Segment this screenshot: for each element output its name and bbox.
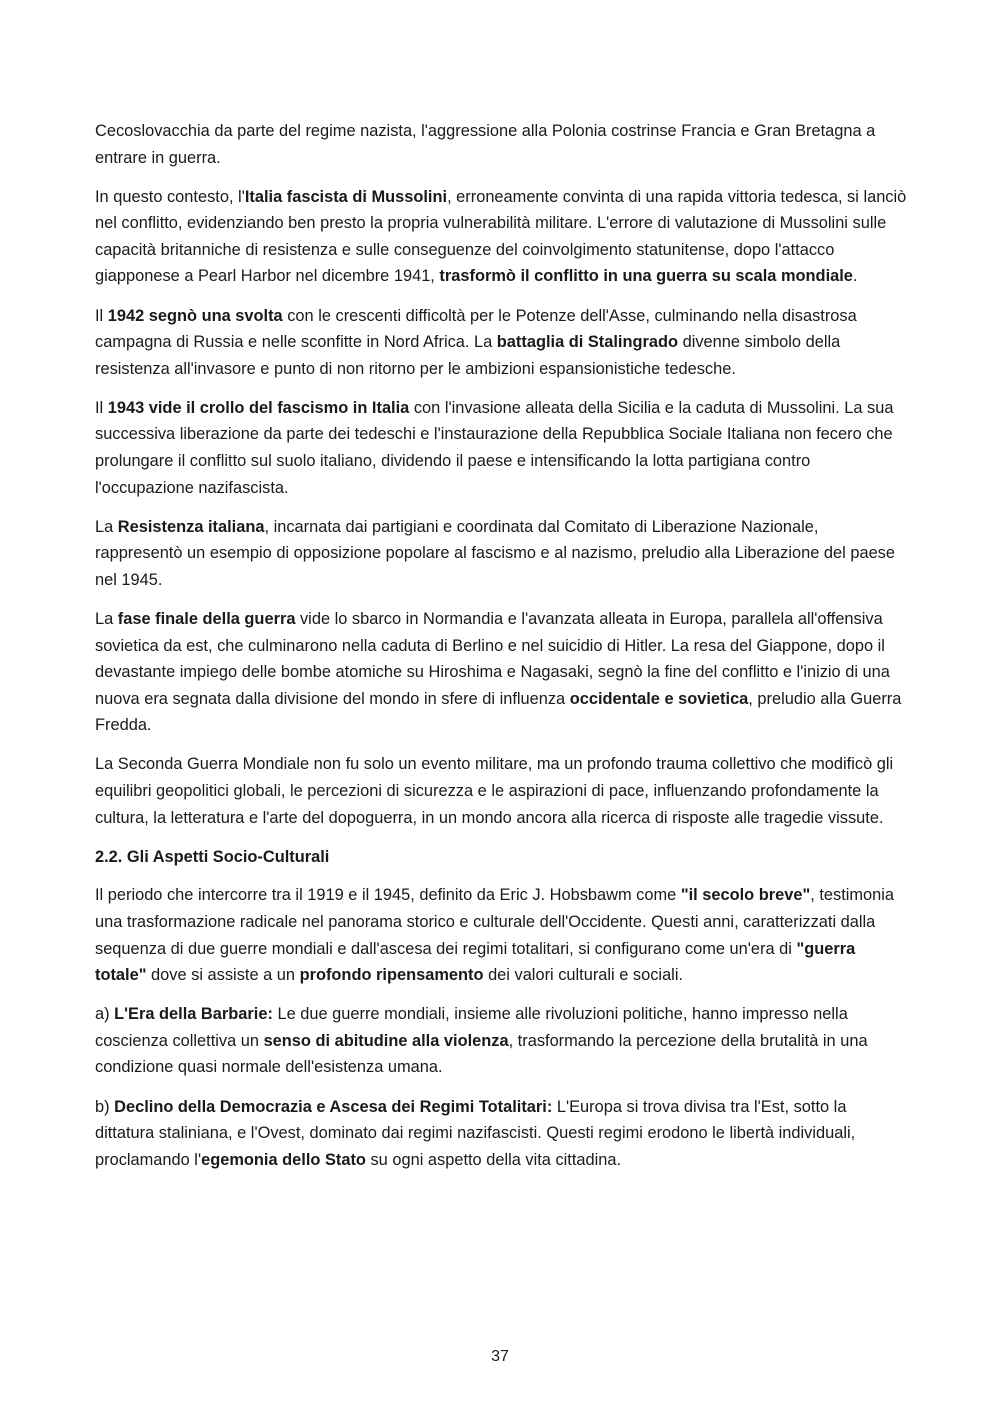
text-run: In questo contesto, l' <box>95 187 245 206</box>
paragraph <box>95 303 907 383</box>
paragraph <box>95 395 907 501</box>
bold-text: fase finale della guerra <box>117 610 296 628</box>
paragraph <box>95 1094 907 1174</box>
text-run: Il <box>95 306 108 325</box>
text-run: La Seconda Guerra Mondiale non fu solo un evento militare, ma un profondo trauma collettivo che modificò gli equilibri geopolitici globali, le percezioni di sicurezza e le aspirazioni di pace, influenzando profondamente la cultura, la letteratura e l'arte del dopoguerra, in un mondo ancora alla ricerca di risposte alle tragedie vissute. <box>95 755 894 827</box>
text-run: , preludio alla Guerra Fredda. <box>95 689 902 735</box>
paragraph <box>95 514 907 594</box>
text-run: divenne simbolo della resistenza all'invasore e punto di non ritorno per le ambizioni espansionistiche tedesche. <box>95 333 841 378</box>
bold-text: trasformò il conflitto in una guerra su scala mondiale <box>439 267 853 286</box>
bold-text: "guerra totale" <box>95 939 856 985</box>
text-run: La <box>95 610 118 628</box>
bold-text: "il secolo breve" <box>680 886 811 905</box>
section-text <box>95 882 907 1173</box>
paragraph <box>95 606 907 739</box>
bold-text: egemonia dello Stato <box>201 1150 366 1169</box>
bold-text: 1943 vide il crollo del fascismo in Italia <box>107 398 410 417</box>
body-text <box>95 118 907 831</box>
text-run: a) <box>95 1005 115 1024</box>
paragraph <box>95 1001 907 1081</box>
bold-text: Resistenza italiana <box>117 517 265 536</box>
paragraph <box>95 184 907 290</box>
text-run: , trasformando la percezione della brutalità in una condizione quasi normale dell'esistenza umana. <box>95 1031 868 1077</box>
paragraph <box>95 118 907 171</box>
bold-text: senso di abitudine alla violenza <box>263 1031 509 1050</box>
text-run: . <box>852 267 858 286</box>
text-run: , testimonia una trasformazione radicale nel panorama storico e culturale dell'Occidente. Questi anni, caratterizzati dalla sequenza di due guerre mondiali e dall'ascesa dei regimi totalitari, si configurano come un'era di <box>95 886 895 958</box>
bold-text: 1942 segnò una svolta <box>107 306 283 325</box>
paragraph <box>95 882 907 988</box>
bold-text: L'Era della Barbarie: <box>114 1005 273 1024</box>
text-run: dove si assiste a un <box>146 966 300 985</box>
text-run: b) <box>95 1097 115 1116</box>
text-run: Le due guerre mondiali, insieme alle rivoluzioni politiche, hanno impresso nella coscienza collettiva un <box>95 1005 848 1050</box>
bold-text: occidentale e sovietica <box>569 689 749 708</box>
text-run: dei valori culturali e sociali. <box>483 966 684 985</box>
paragraph <box>95 751 907 831</box>
bold-text: Italia fascista di Mussolini <box>244 187 448 206</box>
text-run: La <box>95 517 118 536</box>
text-run: , erroneamente convinta di una rapida vittoria tedesca, si lanciò nel conflitto, evidenziando ben presto la propria vulnerabilità militare. L'errore di valutazione di Mussolini sulle capacità britanniche di resistenza e sulle conseguenze del coinvolgimento statunitense, dopo l'attacco giapponese a Pearl Harbor nel dicembre 1941, <box>95 187 907 286</box>
text-run: con le crescenti difficoltà per le Potenze dell'Asse, culminando nella disastrosa campagna di Russia e nelle sconfitte in Nord Africa. La <box>95 306 857 352</box>
document-page <box>95 118 907 1186</box>
bold-text: battaglia di Stalingrado <box>496 333 679 352</box>
text-run: vide lo sbarco in Normandia e l'avanzata alleata in Europa, parallela all'offensiva sovietica da est, che culminarono nella caduta di Berlino e nel suicidio di Hitler. La resa del Giappone, dopo il devastante impiego delle bombe atomiche su Hiroshima e Nagasaki, segnò la fine del conflitto e l'inizio di una nuova era segnata dalla divisione del mondo in sfere di influenza <box>95 610 890 708</box>
page-number: 37 <box>491 1348 509 1365</box>
text-run: L'Europa si trova divisa tra l'Est, sotto la dittatura staliniana, e l'Ovest, dominato dai regimi nazifascisti. Questi regimi erodono le libertà individuali, proclamando l' <box>95 1097 856 1169</box>
text-run: Cecoslovacchia da parte del regime nazista, l'aggressione alla Polonia costrinse Francia e Gran Bretagna a entrare in guerra. <box>95 122 876 167</box>
text-run: su ogni aspetto della vita cittadina. <box>365 1150 622 1169</box>
section-heading: 2.2. Gli Aspetti Socio-Culturali <box>95 847 330 866</box>
text-run: con l'invasione alleata della Sicilia e la caduta di Mussolini. La sua successiva liberazione da parte dei tedeschi e l'instaurazione della Repubblica Sociale Italiana non fecero che prolungare il conflitto sul suolo italiano, dividendo il paese e intensificando la lotta partigiana contro l'occupazione nazifascista. <box>95 398 894 497</box>
bold-text: Declino della Democrazia e Ascesa dei Regimi Totalitari: <box>114 1097 553 1116</box>
bold-text: profondo ripensamento <box>299 966 484 985</box>
text-run: , incarnata dai partigiani e coordinata dal Comitato di Liberazione Nazionale, rappresentò un esempio di opposizione popolare al fascismo e al nazismo, preludio alla Liberazione del paese nel 1945. <box>95 517 895 589</box>
text-run: Il periodo che intercorre tra il 1919 e il 1945, definito da Eric J. Hobsbawm come <box>95 886 681 905</box>
text-run: Il <box>95 398 108 417</box>
